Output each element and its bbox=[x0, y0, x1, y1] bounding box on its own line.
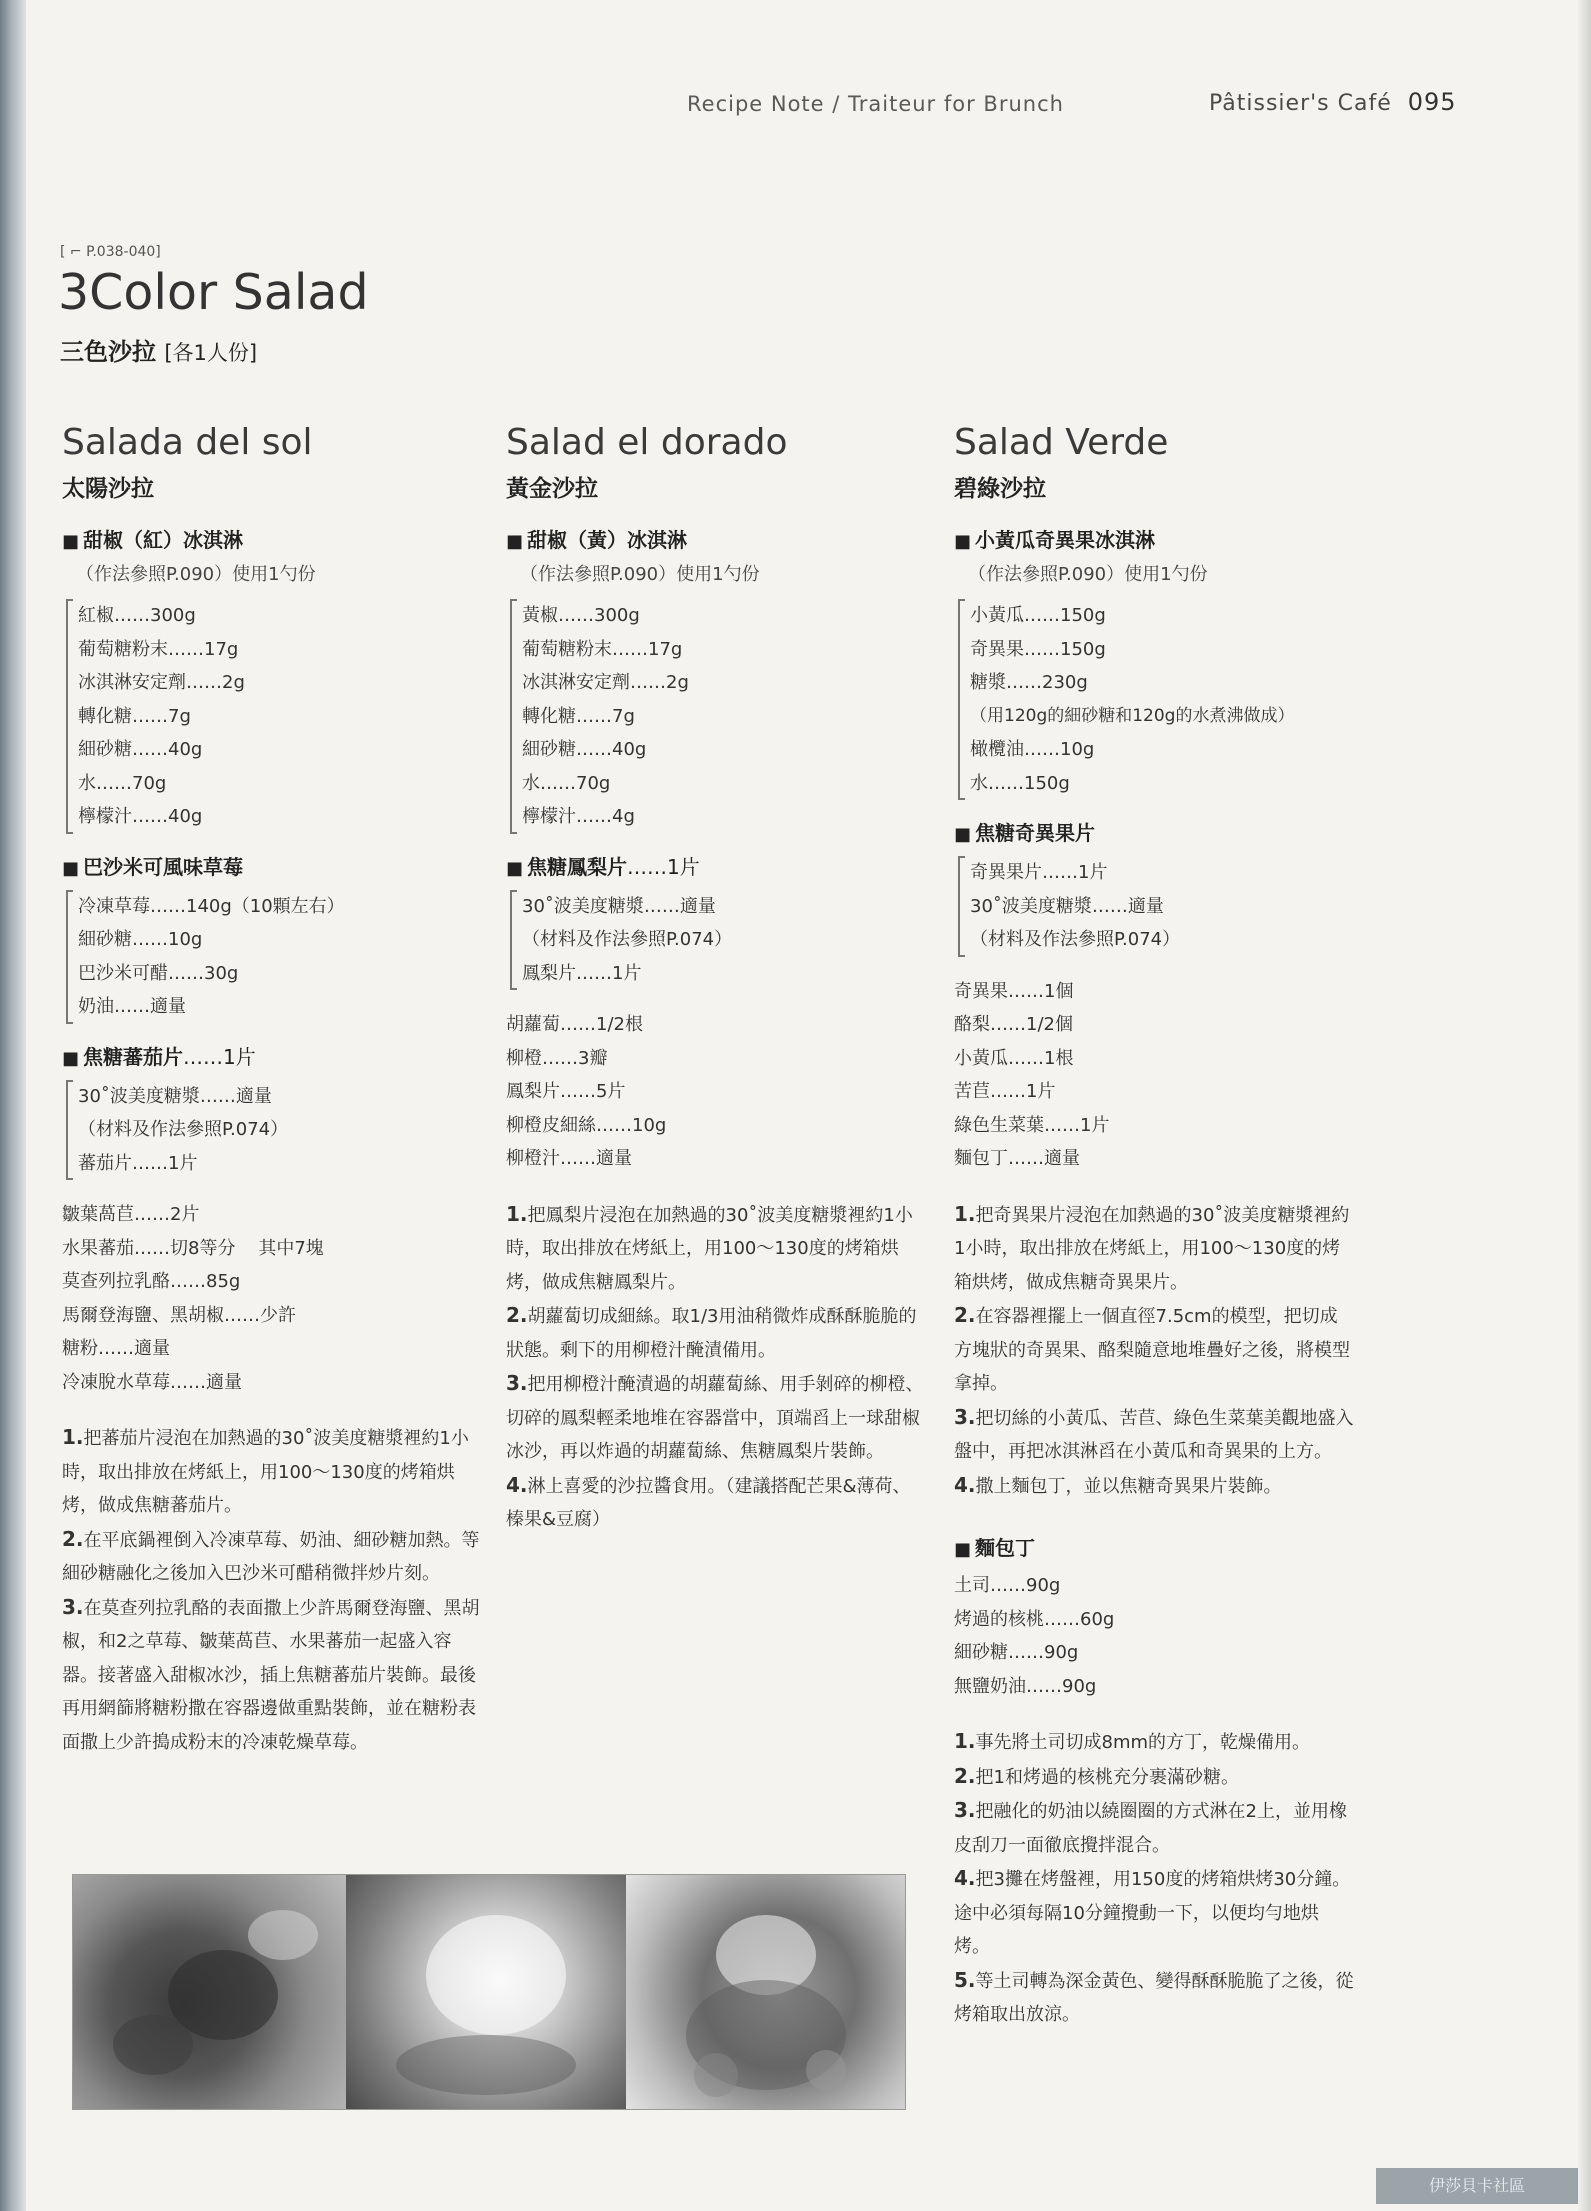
ingredient: 苦苣……1片 bbox=[954, 1081, 1056, 1102]
step-text: 把切絲的小黃瓜、苦苣、綠色生菜葉美觀地盛入盤中，再把冰淇淋舀在小黃瓜和奇異果的上方。 bbox=[954, 1407, 1354, 1462]
step-number: 4. bbox=[954, 1472, 976, 1497]
salad-name-en: Salada del sol bbox=[62, 422, 313, 463]
ingredient-group bbox=[66, 599, 482, 834]
servings: [各1人份] bbox=[164, 341, 258, 365]
salad-name-zh: 碧綠沙拉 bbox=[954, 476, 1046, 502]
photo-salad-verde bbox=[626, 1875, 905, 2109]
ingredient: 柳橙……3瓣 bbox=[506, 1047, 608, 1069]
step-text: 把用柳橙汁醃漬過的胡蘿蔔絲、用手剝碎的柳橙、切碎的鳳梨輕柔地堆在容器當中，頂端舀上一球甜椒冰沙，再以炸過的胡蘿蔔絲、焦糖鳳梨片裝飾。 bbox=[506, 1374, 924, 1462]
ingredient: 柳橙皮細絲……10g bbox=[506, 1114, 667, 1136]
salad-name-en: Salad Verde bbox=[954, 422, 1169, 463]
section-title-text: 巴沙米可風味草莓 bbox=[83, 854, 244, 879]
ingredient: 小黃瓜……1根 bbox=[954, 1047, 1074, 1069]
section-note: （作法參照P.090）使用1勺份 bbox=[520, 564, 760, 585]
ingredient: 細砂糖……40g bbox=[78, 739, 203, 760]
step-text: 把蕃茄片浸泡在加熱過的30˚波美度糖漿裡約1小時，取出排放在烤紙上，用100～130度的烤箱烘烤，做成焦糖蕃茄片。 bbox=[62, 1428, 469, 1516]
step-text: 把3攤在烤盤裡，用150度的烤箱烘烤30分鐘。途中必須每隔10分鐘攪動一下，以便均勻地烘烤。 bbox=[954, 1869, 1351, 1957]
ingredient: 酪梨……1/2個 bbox=[954, 1014, 1073, 1035]
salad-name-en: Salad el dorado bbox=[506, 422, 788, 463]
step-number: 5. bbox=[954, 1967, 976, 1992]
section-note: （作法參照P.090）使用1勺份 bbox=[968, 564, 1208, 585]
step-number: 2. bbox=[954, 1763, 976, 1788]
ingredient: 土司……90g bbox=[954, 1575, 1061, 1596]
ingredient: （材料及作法參照P.074） bbox=[522, 929, 733, 950]
step-text: 在莫查列拉乳酪的表面撒上少許馬爾登海鹽、黑胡椒，和2之草莓、皺葉萵苣、水果蕃茄一起盛入容器。接著盛入甜椒冰沙，插上焦糖蕃茄片裝飾。最後再用網篩將糖粉撒在容器邊做重點裝飾，並在糖粉表面撒上少許搗成粉末的冷凍乾燥草莓。 bbox=[62, 1597, 480, 1753]
step-text: 在平底鍋裡倒入冷凍草莓、奶油、細砂糖加熱。等細砂糖融化之後加入巴沙米可醋稍微拌炒片刻。 bbox=[62, 1529, 480, 1584]
step-number: 3. bbox=[62, 1594, 84, 1619]
salad-name-zh: 太陽沙拉 bbox=[62, 476, 154, 502]
step bbox=[954, 1725, 1354, 1760]
section-title-text: 焦糖奇異果片 bbox=[975, 821, 1096, 845]
section-title: ■ 巴沙米可風味草莓 bbox=[62, 854, 244, 879]
ingredient: 冷凍草莓……140g（10顆左右） bbox=[78, 895, 345, 917]
step bbox=[506, 1299, 926, 1367]
step bbox=[62, 1523, 482, 1591]
ingredient: 冰淇淋安定劑……2g bbox=[522, 672, 689, 693]
step-number: 2. bbox=[506, 1303, 528, 1327]
ingredient-group bbox=[510, 599, 926, 834]
step bbox=[506, 1367, 926, 1469]
page-reference: [ ⌐ P.038-040] bbox=[60, 244, 161, 260]
ingredient: 莫查列拉乳酪……85g bbox=[62, 1271, 241, 1292]
section-title-text: 甜椒（黃）冰淇淋 bbox=[527, 528, 688, 552]
ingredient: 細砂糖……10g bbox=[78, 929, 203, 950]
section-title: ■ 甜椒（黃）冰淇淋 bbox=[506, 528, 688, 552]
step-text: 撒上麵包丁，並以焦糖奇異果片裝飾。 bbox=[975, 1475, 1282, 1497]
step bbox=[62, 1591, 482, 1760]
step-text: 等土司轉為深金黃色、變得酥酥脆脆了之後，從烤箱取出放涼。 bbox=[954, 1970, 1354, 2025]
ingredient: 水果蕃茄……切8等分 其中7塊 bbox=[62, 1237, 324, 1259]
step-number: 2. bbox=[954, 1303, 976, 1327]
method-steps bbox=[62, 1421, 482, 1759]
ingredient: 綠色生菜葉……1片 bbox=[954, 1114, 1110, 1136]
running-header-section: Recipe Note / Traiteur for Brunch bbox=[687, 92, 1064, 116]
section-title: ■ 焦糖蕃茄片……1片 bbox=[62, 1044, 256, 1069]
other-ingredients bbox=[506, 1008, 926, 1176]
section-title-text: 小黃瓜奇異果冰淇淋 bbox=[975, 528, 1156, 552]
step-number: 4. bbox=[954, 1866, 976, 1890]
section-title: ■ 麵包丁 bbox=[954, 1536, 1036, 1560]
recipe-title-en: 3Color Salad bbox=[58, 264, 369, 321]
ingredient: （材料及作法參照P.074） bbox=[970, 929, 1181, 950]
section-title-text: 焦糖蕃茄片 bbox=[83, 1044, 184, 1069]
other-ingredients bbox=[954, 975, 1354, 1176]
ingredient-group bbox=[958, 599, 1354, 800]
step bbox=[954, 1198, 1354, 1300]
ingredient: 無鹽奶油……90g bbox=[954, 1675, 1097, 1697]
other-ingredients bbox=[62, 1198, 482, 1399]
section-title-text: 麵包丁 bbox=[975, 1536, 1036, 1560]
ingredient: 30˚波美度糖漿……適量 bbox=[970, 895, 1164, 917]
step-text: 事先將土司切成8mm的方丁，乾燥備用。 bbox=[975, 1732, 1311, 1753]
section-title: ■ 焦糖奇異果片 bbox=[954, 821, 1096, 845]
brand-name: Pâtissier's Café bbox=[1209, 91, 1392, 116]
step-number: 1. bbox=[506, 1201, 528, 1226]
ingredient: 胡蘿蔔……1/2根 bbox=[506, 1014, 643, 1035]
ingredient: （用120g的細砂糖和120g的水煮沸做成） bbox=[970, 705, 1295, 726]
recipe-title-zh-text: 三色沙拉 bbox=[60, 338, 156, 366]
book-spine-shadow bbox=[0, 0, 26, 2211]
ingredient: 糖粉……適量 bbox=[62, 1338, 170, 1359]
method-steps bbox=[954, 1198, 1354, 1504]
ingredient: 葡萄糖粉末……17g bbox=[78, 638, 239, 660]
photo-salada-del-sol bbox=[73, 1875, 346, 2109]
ingredient: 細砂糖……40g bbox=[522, 739, 647, 760]
ingredient: 柳橙汁……適量 bbox=[506, 1148, 632, 1169]
site-watermark: 伊莎貝卡社區 bbox=[1376, 2168, 1578, 2204]
ingredient: 葡萄糖粉末……17g bbox=[522, 638, 683, 660]
ingredient: 轉化糖……7g bbox=[78, 705, 191, 727]
ingredient: 30˚波美度糖漿……適量 bbox=[522, 895, 716, 917]
step bbox=[954, 1964, 1354, 2032]
ingredient: 水……70g bbox=[522, 772, 611, 794]
ingredient: 奇異果……150g bbox=[970, 638, 1106, 660]
step bbox=[954, 1469, 1354, 1504]
ingredient-group bbox=[66, 1080, 482, 1181]
step bbox=[954, 1401, 1354, 1469]
salad-name-zh: 黃金沙拉 bbox=[506, 476, 598, 502]
step bbox=[62, 1421, 482, 1523]
ingredient: 糖漿……230g bbox=[970, 672, 1088, 693]
ingredient: 水……150g bbox=[970, 772, 1070, 794]
ingredient: 鳳梨片……5片 bbox=[506, 1081, 626, 1102]
ingredient: 冷凍脫水草莓……適量 bbox=[62, 1371, 242, 1393]
ingredient: 奶油……適量 bbox=[78, 996, 186, 1017]
photo-strip bbox=[72, 1874, 906, 2110]
step bbox=[954, 1794, 1354, 1862]
recipe-title-zh bbox=[60, 332, 257, 367]
ingredient: 黃椒……300g bbox=[522, 605, 640, 626]
column-salad-verde bbox=[954, 422, 1354, 2032]
step bbox=[506, 1469, 926, 1537]
step-text: 在容器裡擺上一個直徑7.5cm的模型，把切成方塊狀的奇異果、酪梨隨意地堆疊好之後，將模型拿掉。 bbox=[954, 1306, 1350, 1394]
running-header-brand bbox=[1209, 88, 1457, 116]
section-qty: ……1片 bbox=[627, 854, 700, 879]
ingredient: 水……70g bbox=[78, 772, 167, 794]
step-number: 3. bbox=[506, 1371, 528, 1395]
step bbox=[954, 1760, 1354, 1795]
ingredient: 巴沙米可醋……30g bbox=[78, 962, 239, 984]
step-number: 2. bbox=[62, 1526, 84, 1551]
section-title: ■ 小黃瓜奇異果冰淇淋 bbox=[954, 528, 1156, 552]
ingredient: 冰淇淋安定劑……2g bbox=[78, 672, 245, 693]
column-salada-del-sol bbox=[62, 422, 482, 1759]
step-number: 3. bbox=[954, 1404, 976, 1429]
ingredient: 麵包丁……適量 bbox=[954, 1148, 1080, 1169]
ingredient: 馬爾登海鹽、黑胡椒……少許 bbox=[62, 1304, 296, 1326]
page-edge bbox=[1577, 0, 1591, 2211]
ingredient: 奇異果片……1片 bbox=[970, 862, 1108, 883]
step-text: 把奇異果片浸泡在加熱過的30˚波美度糖漿裡約1小時，取出排放在烤紙上，用100～130度的烤箱烘烤，做成焦糖奇異果片。 bbox=[954, 1204, 1350, 1293]
section-title-text: 甜椒（紅）冰淇淋 bbox=[83, 528, 244, 552]
section-note: （作法參照P.090）使用1勺份 bbox=[76, 564, 316, 585]
ingredient: 奇異果……1個 bbox=[954, 980, 1074, 1002]
ingredient: （材料及作法參照P.074） bbox=[78, 1119, 289, 1140]
ingredient: 轉化糖……7g bbox=[522, 705, 635, 727]
step-text: 把1和烤過的核桃充分裹滿砂糖。 bbox=[975, 1766, 1239, 1788]
section-title-text: 焦糖鳳梨片 bbox=[527, 854, 628, 879]
step bbox=[506, 1198, 926, 1300]
step-number: 3. bbox=[954, 1798, 976, 1822]
step-text: 把融化的奶油以繞圈圈的方式淋在2上，並用橡皮刮刀一面徹底攪拌混合。 bbox=[954, 1801, 1347, 1856]
ingredient: 橄欖油……10g bbox=[970, 739, 1095, 760]
page-number: 095 bbox=[1407, 88, 1457, 116]
photo-shapes bbox=[346, 1875, 626, 2109]
ingredient: 紅椒……300g bbox=[78, 605, 196, 626]
photo-shapes bbox=[626, 1875, 905, 2109]
step-number: 1. bbox=[954, 1201, 976, 1226]
step-number: 1. bbox=[954, 1729, 976, 1753]
ingredient-group bbox=[510, 890, 926, 991]
step-number: 1. bbox=[62, 1425, 84, 1449]
method-steps bbox=[506, 1198, 926, 1537]
ingredient: 蕃茄片……1片 bbox=[78, 1152, 198, 1174]
ingredient: 鳳梨片……1片 bbox=[522, 962, 642, 984]
step bbox=[954, 1299, 1354, 1401]
crouton-steps bbox=[954, 1725, 1354, 2032]
ingredient: 烤過的核桃……60g bbox=[954, 1608, 1115, 1630]
step-text: 把鳳梨片浸泡在加熱過的30˚波美度糖漿裡約1小時，取出排放在烤紙上，用100～130度的烤箱烘烤，做成焦糖鳳梨片。 bbox=[506, 1204, 913, 1293]
step-number: 4. bbox=[506, 1472, 528, 1497]
ingredient: 檸檬汁……40g bbox=[78, 806, 203, 827]
section-title: ■ 甜椒（紅）冰淇淋 bbox=[62, 528, 244, 552]
step-text: 胡蘿蔔切成細絲。取1/3用油稍微炸成酥酥脆脆的狀態。剩下的用柳橙汁醃漬備用。 bbox=[506, 1306, 917, 1361]
column-salad-el-dorado bbox=[506, 422, 926, 1537]
ingredient: 檸檬汁……4g bbox=[522, 806, 635, 827]
crouton-ingredients bbox=[954, 1569, 1354, 1703]
ingredient: 皺葉萵苣……2片 bbox=[62, 1204, 200, 1225]
photo-salad-el-dorado bbox=[346, 1875, 626, 2109]
ingredient-group bbox=[66, 890, 482, 1024]
ingredient-group bbox=[958, 856, 1354, 957]
step bbox=[954, 1862, 1354, 1964]
step-text: 淋上喜愛的沙拉醬食用。（建議搭配芒果&薄荷、榛果&豆腐） bbox=[506, 1475, 911, 1530]
ingredient: 細砂糖……90g bbox=[954, 1642, 1079, 1663]
ingredient: 30˚波美度糖漿……適量 bbox=[78, 1085, 272, 1107]
photo-shapes bbox=[73, 1875, 346, 2109]
section-title: ■ 焦糖鳳梨片……1片 bbox=[506, 854, 700, 879]
section-qty: ……1片 bbox=[183, 1044, 256, 1069]
ingredient: 小黃瓜……150g bbox=[970, 605, 1106, 626]
